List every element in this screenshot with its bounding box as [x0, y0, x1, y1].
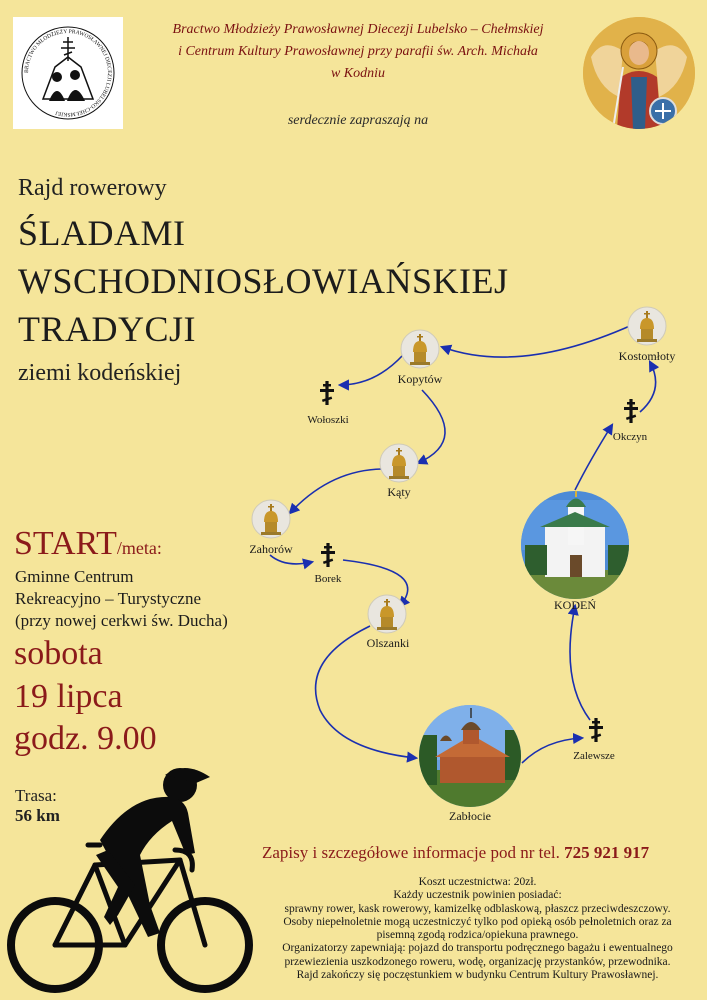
logo-text: BRACTWO MŁODZIEŻY PRAWOSŁAWNEJ DIECEZJI LUBELSKO-CHEŁMSKIEJ [23, 28, 113, 118]
church-dome-icon [368, 595, 406, 633]
church-dome-icon [401, 330, 439, 368]
place-okczyn: Okczyn [612, 431, 648, 443]
rules-line: Każdy uczestnik powinien posiadać: [393, 889, 562, 902]
title-subtitle: Rajd rowerowy [18, 175, 167, 201]
venue-line-1: Gminne Centrum [15, 567, 134, 586]
rules-line: Rajd zakończy się poczęstunkiem w budynku Centrum Kultury Prawosławnej. [296, 969, 659, 982]
route-koden-okczyn [575, 425, 612, 490]
title-line-sladami: ŚLADAMI [18, 213, 186, 253]
contact-text: Zapisy i szczegółowe informacje pod nr tel. [262, 843, 560, 862]
place-zahorow: Zahorów [249, 542, 293, 556]
orthodox-cross-icon [589, 718, 603, 742]
contact-info [262, 843, 649, 863]
zablocie-church-image [415, 700, 527, 810]
place-woloszki: Wołoszki [307, 414, 349, 426]
place-zalewsze: Zalewsze [573, 750, 615, 762]
contact-phone[interactable]: 725 921 917 [564, 843, 650, 862]
start-meta-label: /meta: [116, 538, 162, 558]
rules-line: Osoby niepełnoletnie mogą uczestniczyć tylko pod opieką osób pełnoletnich oraz za [283, 915, 672, 928]
church-dome-icon [380, 444, 418, 482]
event-date: 19 lipca [14, 678, 123, 715]
orthodox-cross-icon [624, 399, 638, 423]
route-kopytow-katy [418, 390, 445, 463]
title-line-tradycji: TRADYCJI [18, 309, 197, 349]
route-zahorow-borek [270, 555, 312, 564]
place-kopytow: Kopytów [397, 372, 443, 386]
header-line-2: i Centrum Kultury Prawosławnej przy parafii św. Arch. Michała [178, 44, 538, 59]
place-zablocie: Zabłocie [449, 809, 491, 823]
rules-line: pisemną zgodą rodzica/opiekuna prawnego. [376, 929, 579, 942]
event-day: sobota [14, 635, 103, 672]
route-kostomloty-kopytow [442, 325, 632, 357]
orthodox-cross-icon [320, 381, 334, 405]
title-region: ziemi kodeńskiej [18, 360, 182, 386]
place-kostomloty: Kostomłoty [618, 349, 676, 363]
cyclist-silhouette [0, 755, 260, 1000]
header-line-3: w Kodniu [330, 66, 386, 81]
venue-line-3: (przy nowej cerkwi św. Ducha) [15, 611, 228, 630]
header-line-1: Bractwo Młodzieży Prawosławnej Diecezji Lubelsko – Chełmskiej [172, 22, 544, 37]
route-okczyn-kostomloty [640, 362, 656, 412]
start-label: START [14, 525, 117, 562]
start-heading [14, 525, 162, 563]
orthodox-cross-icon [321, 543, 335, 567]
church-dome-icon [252, 500, 290, 538]
event-time: godz. 9.00 [14, 720, 157, 757]
invite-text: serdecznie zapraszają na [287, 113, 429, 128]
place-koden: KODEŃ [554, 598, 596, 612]
route-length-value: 56 km [15, 806, 60, 825]
church-dome-icon [628, 307, 666, 345]
venue-line-2: Rekreacyjno – Turystyczne [15, 589, 202, 608]
rules-block [265, 876, 690, 982]
route-katy-zahorow [290, 469, 382, 513]
rules-line: sprawny rower, kask rowerowy, kamizelkę odblaskową, płaszcz przeciwdeszczowy. [284, 902, 671, 915]
rules-line: przewiezienia uszkodzonego roweru, wodę, organizację przystanków, przewodnika. [284, 955, 671, 968]
place-katy: Kąty [387, 485, 411, 499]
route-kopytow-woloszki [340, 355, 403, 385]
koden-church-image [520, 488, 630, 600]
rules-line: Koszt uczestnictwa: 20zł. [418, 876, 537, 888]
place-borek: Borek [314, 573, 342, 585]
route-zalewsze-koden [570, 606, 590, 720]
place-olszanki: Olszanki [366, 636, 410, 650]
title-line-wschodnioslowianskiej: WSCHODNIOSŁOWIAŃSKIEJ [18, 261, 509, 301]
rules-line: Organizatorzy zapewniają: pojazd do transportu podręcznego bagażu i ewentualnego [282, 942, 673, 955]
route-length-label: Trasa: [15, 786, 57, 805]
